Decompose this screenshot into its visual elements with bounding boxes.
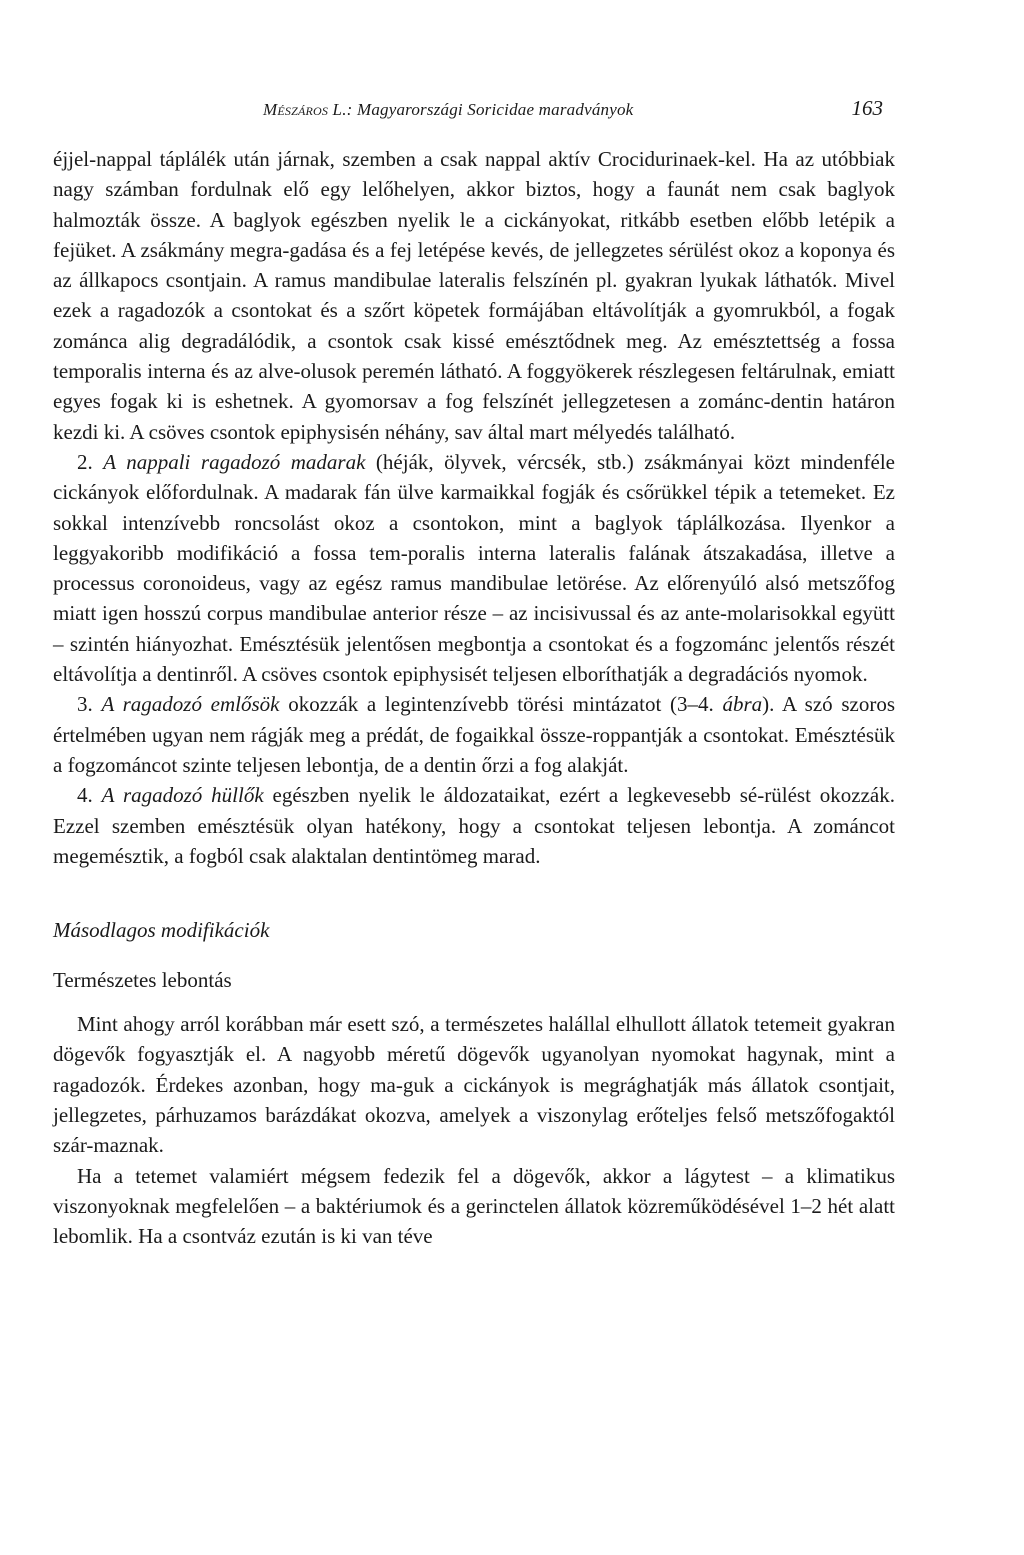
paragraph-5: Mint ahogy arról korábban már esett szó, a természetes halállal elhullott állatok tetemeit gyakran dögevők fogyasztják el. A nagyobb méretű dögevők ugyanolyan nyomokat hagynak, mint a ragadozók. Érdekes azonban, hogy ma-guk a cickányok is megrághatják más állatok csontjait, jellegzetes, párhuzamos barázdákat okozva, amelyek a viszonylag erőteljes felső metszőfogaktól szár-maznak. — [53, 1012, 895, 1158]
paragraph-6: Ha a tetemet valamiért mégsem fedezik fel a dögevők, akkor a lágytest – a klimatikus viszonyoknak megfelelően – a baktériumok és a gerinctelen állatok közreműködésével 1–2 hét alatt lebomlik. Ha a csontváz ezután is ki van téve — [53, 1163, 895, 1249]
list-number-2: 2. — [77, 449, 93, 474]
paragraph-3 — [53, 689, 895, 780]
paragraph-1: éjjel-nappal táplálék után járnak, szemben a csak nappal aktív Crocidurinaek-kel. Ha az utóbbiak nagy számban fordulnak elő egy lelőhelyen, akkor biztos, hogy a faunát nem csak baglyok halmozták össze. A baglyok egészben nyelik le a cickányokat, ritkább esetben előbb letépik a fejüket. A zsákmány megra-gadása és a fej letépése kevés, de jellegzetes sérülést okoz a koponya és az állkapocs csontjain. A ramus mandibulae lateralis felszínén pl. gyakran lyukak láthatók. Mivel ezek a ragadozók a csontokat és a szőrt köpetek formájában eltávolítják a gyomrukból, a fogak zománca alig degradálódik, a csontok csak kissé emésztődnek meg. Az emésztettség a fossa temporalis interna és az alve-olusok peremén látható. A foggyökerek részlegesen feltárulnak, emiatt egyes fogak ki is eshetnek. A gyomorsav a fog felszínét jellegzetesen a zománc-dentin határon kezdi ki. A csöves csontok epiphysisén néhány, sav által mart mélyedés található. — [53, 147, 895, 444]
running-head-author: Mészáros L. — [263, 100, 347, 119]
paragraph-3-text-a: okozzák a legintenzívebb törési mintázatot (3–4. — [279, 692, 723, 717]
document-page — [53, 96, 896, 1252]
running-head — [53, 96, 895, 134]
paragraph-2 — [53, 447, 895, 689]
figure-reference: ábra — [722, 692, 763, 717]
list-number-3: 3. — [77, 692, 93, 717]
running-head-title — [263, 100, 633, 120]
paragraph-3-text-b: ). A szó szoros értelmében ugyan nem rágják meg a prédát, de fogaikkal össze-roppantják a csontokat. Emésztésük a fogzománcot szinte teljesen lebontja, de a dentin őrzi a fog alakját. — [53, 692, 896, 777]
running-head-journal: : Magyarországi Soricidae maradványok — [346, 100, 634, 119]
list-number-4: 4. — [77, 783, 93, 808]
term-predatory-reptiles: A ragadozó hüllők — [101, 783, 264, 808]
paragraph-4-text: egészben nyelik le áldozataikat, ezért a legkevesebb sé-rülést okozzák. Ezzel szemben emésztésük olyan hatékony, hogy a csontokat teljesen lebontja. A zománcot megemésztik, a fogból csak alaktalan dentintömeg marad. — [53, 783, 895, 868]
term-birds-of-prey: A nappali ragadozó madarak — [103, 449, 366, 474]
paragraph-2-text: (héják, ölyvek, vércsék, stb.) zsákmányai közt mindenféle cickányok előfordulnak. A madarak fán ülve karmaikkal fogják és csőrükkel tépik a tetemeket. Ez sokkal intenzívebb roncsolást okoz a csontokon, mint a baglyok táplálkozása. Ilyenkor a leggyakoribb modifikáció a fossa tem-poralis interna lateralis falának átszakadása, illetve a processus coronoideus, vagy az egész ramus mandibulae letörése. Az előrenyúló alsó metszőfog miatt igen hosszú corpus mandibulae anterior része – az incisivussal és az ante-molarisokkal együtt – szintén hiányozhat. Emésztésük jelentősen megbontja a csontokat és a fogzománc jelentős részét eltávolítja a dentinről. A csöves csontok epiphysisét teljesen elboríthatják a degradációs nyomok. — [53, 449, 895, 687]
page-number: 163 — [851, 96, 883, 120]
paragraph-4 — [53, 780, 895, 871]
section-heading: Másodlagos modifikációk — [53, 918, 270, 943]
subsection-heading: Természetes lebontás — [53, 968, 232, 993]
term-predatory-mammals: A ragadozó emlősök — [101, 692, 280, 717]
